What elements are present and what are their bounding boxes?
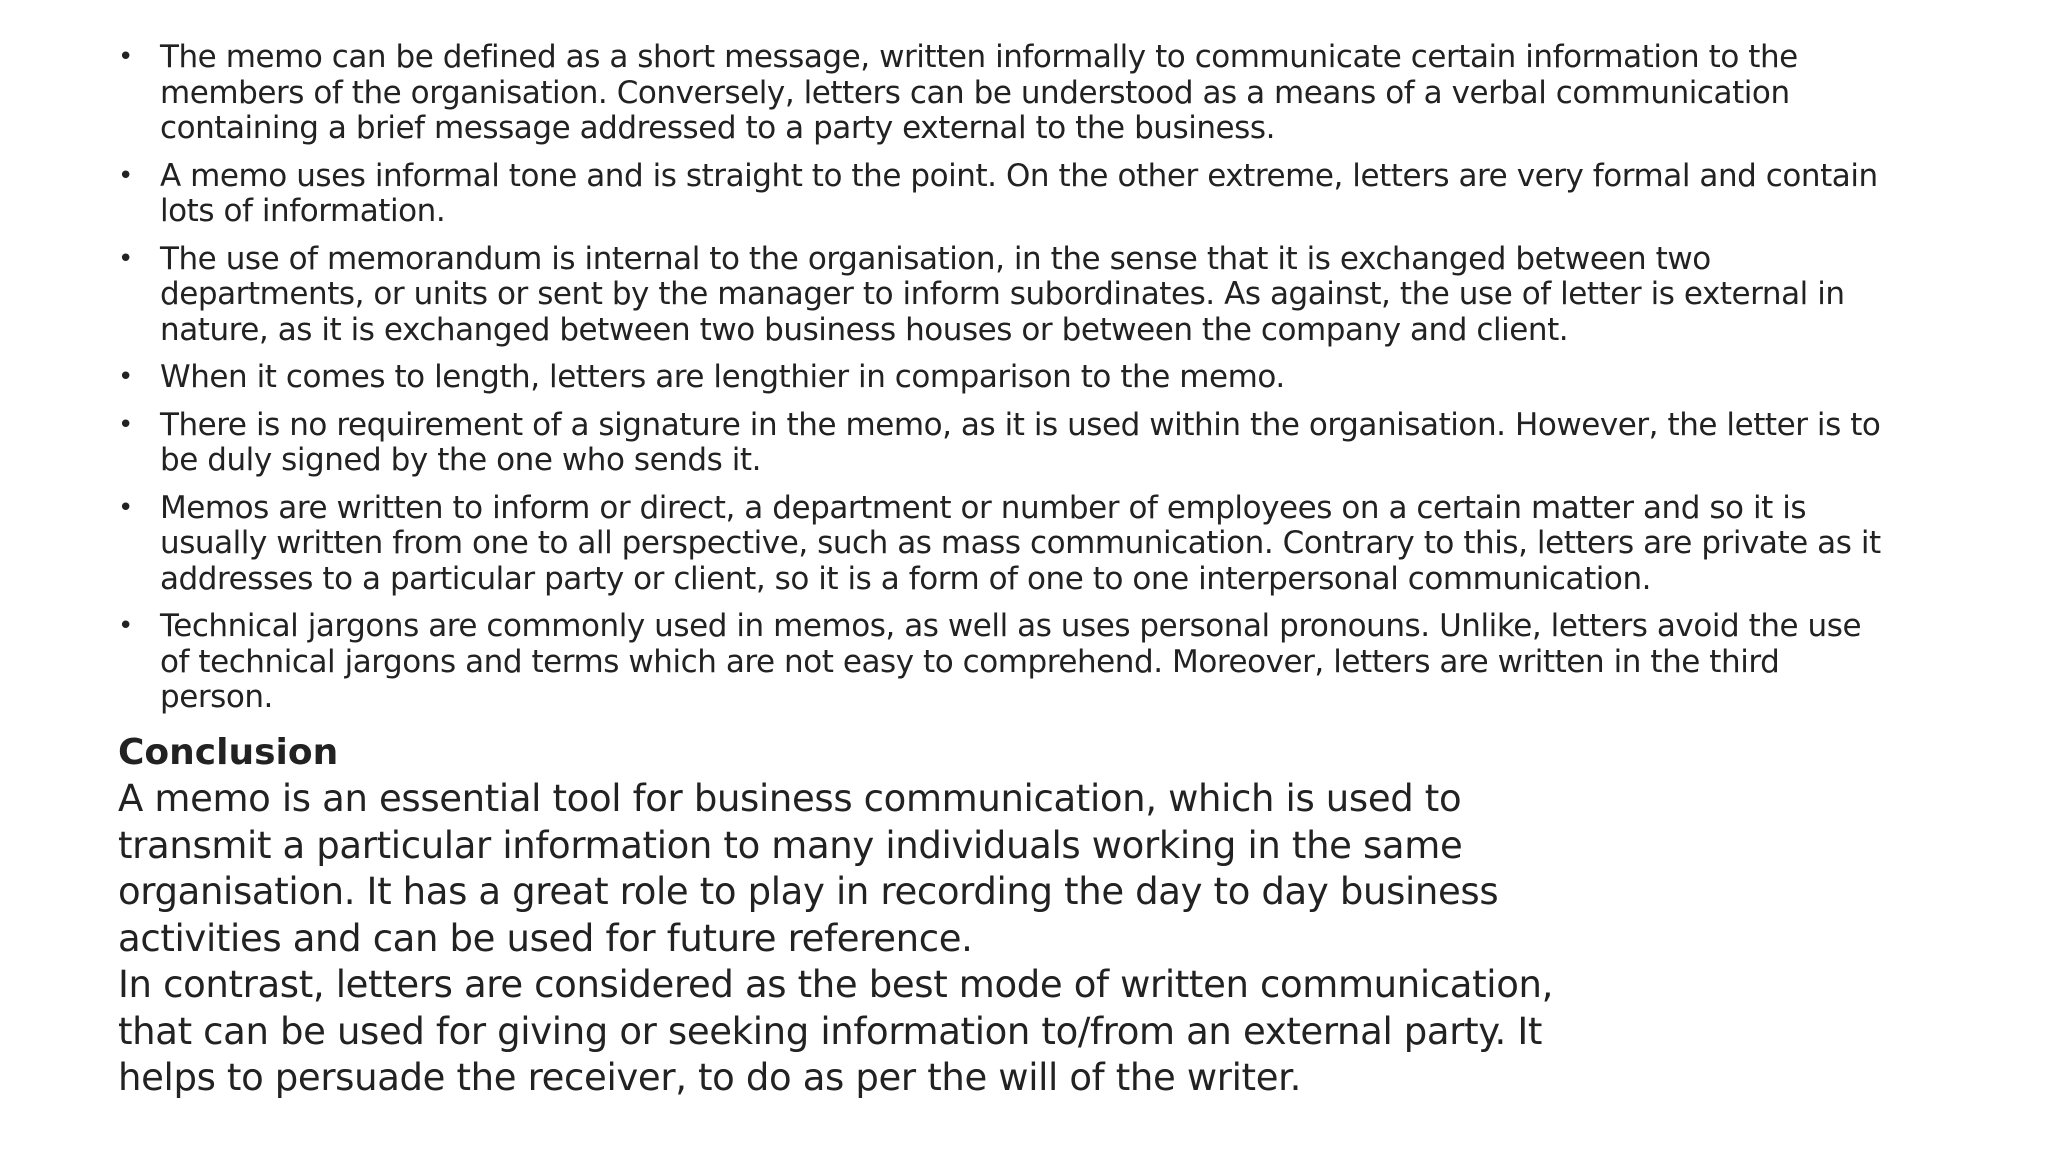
bullet-marker: • (118, 492, 133, 523)
bullet-text: A memo uses informal tone and is straight to the point. On the other extreme, letters are very formal and contain lots of information. (160, 157, 1878, 229)
bullet-marker: • (118, 243, 133, 274)
bullet-marker: • (118, 611, 133, 641)
bullet-marker: • (118, 409, 133, 440)
conclusion-paragraph-memo: A memo is an essential tool for business communication, which is used to transmit a particular information to many individuals working in the same organisation. It has a great role to play in recording the day to day business activities and can be used for future reference. (118, 777, 1499, 960)
bullet-marker: • (118, 42, 133, 72)
bullet-item-jargon (118, 609, 1888, 716)
comparison-bullet-list (118, 40, 1888, 728)
bullet-text: The memo can be defined as a short message, written informally to communicate certain information to the members of the organisation. Conversely, letters can be understood as a means of a verbal communication containing a brief message addressed to a party external to the business. (160, 39, 1798, 146)
bullet-text: Technical jargons are commonly used in memos, as well as uses personal pronouns. Unlike, letters avoid the use of technical jargons and terms which are not easy to comprehend. Moreover, letters are written in the third person. (160, 608, 1862, 715)
conclusion-heading: Conclusion (118, 732, 339, 773)
bullet-item-tone (118, 159, 1888, 230)
bullet-item-length (118, 360, 1888, 396)
bullet-item-audience (118, 491, 1888, 598)
bullet-text: When it comes to length, letters are lengthier in comparison to the memo. (160, 359, 1285, 395)
bullet-text: The use of memorandum is internal to the organisation, in the sense that it is exchanged between two departments, or units or sent by the manager to inform subordinates. As against, the use of letter is external in nature, as it is exchanged between two business houses or between the company and client. (160, 240, 1845, 348)
conclusion-paragraph-letters: In contrast, letters are considered as the best mode of written communication, that can be used for giving or seeking information to/from an external party. It helps to persuade the receiver, to do as per the will of the writer. (118, 963, 1554, 1099)
bullet-item-usage (118, 242, 1888, 349)
bullet-item-definition (118, 40, 1888, 147)
bullet-marker: • (118, 160, 133, 191)
bullet-marker: • (118, 362, 133, 392)
bullet-text: There is no requirement of a signature in the memo, as it is used within the organisation. However, the letter is to be duly signed by the one who sends it. (160, 406, 1881, 478)
bullet-text: Memos are written to inform or direct, a department or number of employees on a certain matter and so it is usually written from one to all perspective, such as mass communication. Contrary to this, letters are private as it addresses to a particular party or client, so it is a form of one to one interpersonal communication. (160, 489, 1881, 597)
conclusion-section (118, 730, 1618, 1102)
bullet-item-signature (118, 408, 1888, 479)
